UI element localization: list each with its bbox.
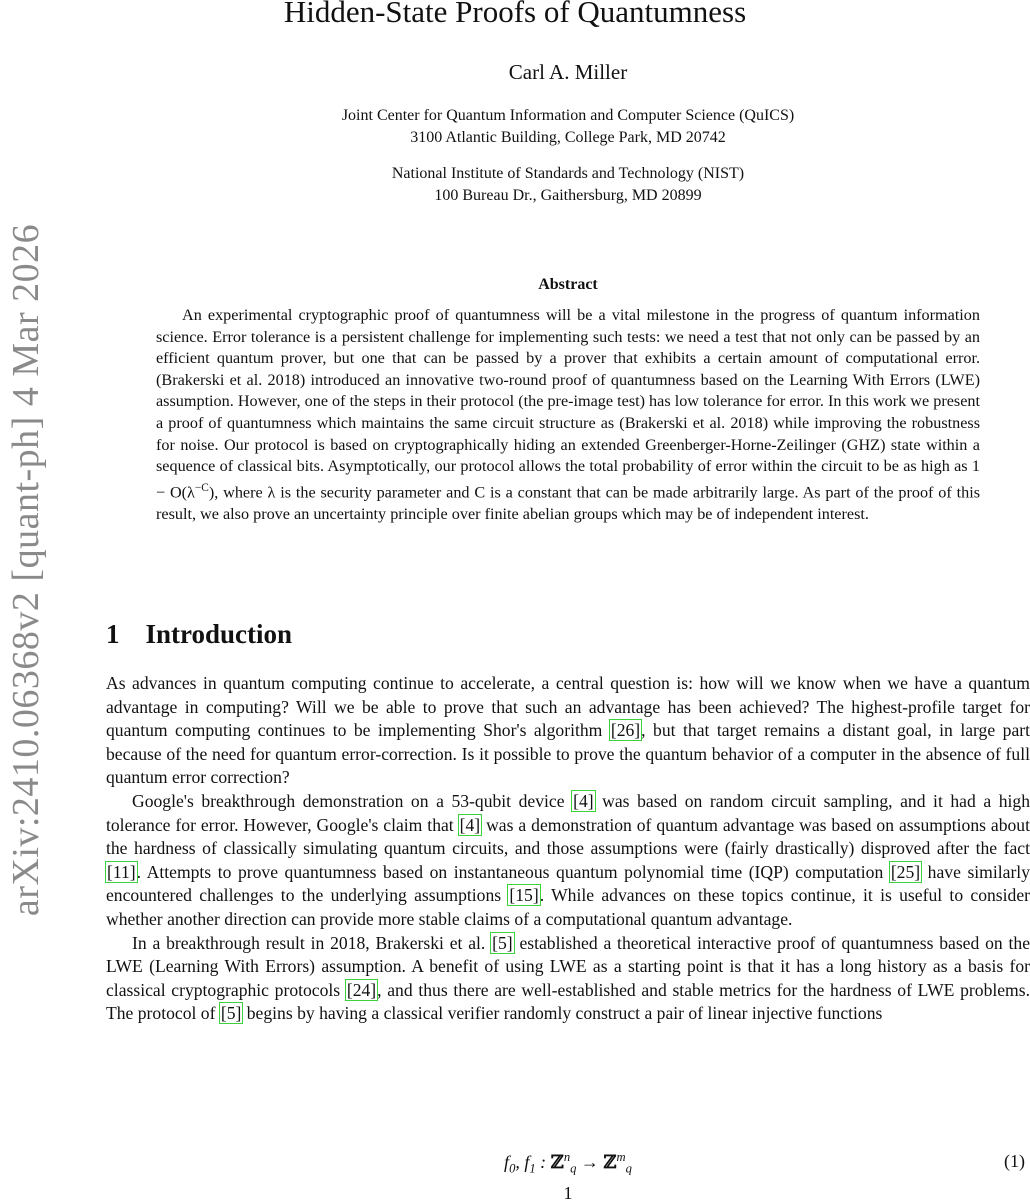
citation-link[interactable]: [4] xyxy=(459,814,481,835)
paragraph: Google's breakthrough demonstration on a 53-qubit device [4] was based on random circuit sampling, and it had a high tolerance for error. However, Google's claim that [4] was a demonstration of quantum advantage was based on assumptions about the hardness of classically simulating quantum circuits, and those assumptions were (fairly drastically) disproved after the fact [11]. Attempts to prove quantumness based on instantaneous quantum polynomial time (IQP) computation [25] have similarly encountered challenges to the underlying assumptions [15]. While advances on these topics continue, it is useful to consider whether another direction can provide more stable claims of a computational quantum advantage. xyxy=(106,790,1030,929)
section-heading xyxy=(106,619,292,650)
abstract-heading: Abstract xyxy=(538,276,598,293)
citation-link[interactable]: [4] xyxy=(573,790,594,811)
section-title: Introduction xyxy=(145,619,293,649)
arxiv-stamp-text: arXiv:2410.06368v2 [quant-ph] 4 Mar 2026 xyxy=(5,223,47,917)
abstract-text: An experimental cryptographic proof of quantumness will be a vital milestone in the progress of quantum information science. Error tolerance is a persistent challenge for implementing such tests: we need a test that not only can be passed by an efficient quantum prover, but one that can be passed by a prover that exhibits a certain amount of computational error. (Brakerski et al. 2018) introduced an innovative two-round proof of quantumness based on the Learning With Errors (LWE) assumption. However, one of the steps in their protocol (the pre-image test) has low tolerance for error. In this work we present a proof of quantumness which maintains the same circuit structure as (Brakerski et al. 2018) while improving the robustness for noise. Our protocol is based on cryptographically hiding an extended Greenberger-Horne-Zeilinger (GHZ) state within a sequence of classical bits. Asymptotically, our protocol allows the total probability of error within the circuit to be as high as $1 - O(\lambda^{-C})$, where λ is the security parameter and C is a constant that can be made arbitrarily large. As part of the proof of this result, we also prove an uncertainty principle over finite abelian groups which may be of independent interest. xyxy=(156,306,980,523)
citation-link[interactable]: [25] xyxy=(890,861,921,882)
affiliation-quics xyxy=(0,105,1030,149)
section-number: 1 xyxy=(106,619,120,649)
paragraph: In a breakthrough result in 2018, Brakerski et al. [5] established a theoretical interactive proof of quantumness based on the LWE (Learning With Errors) assumption. A benefit of using LWE as a starting point is that it has a long history as a basis for classical cryptographic protocols [24], and thus there are well-established and stable metrics for the hardness of LWE problems. The protocol of [5] begins by having a classical verifier randomly construct a pair of linear injective functions xyxy=(106,932,1030,1024)
citation-link[interactable]: [15] xyxy=(509,885,539,906)
citation-link[interactable]: [24] xyxy=(346,979,377,1000)
equation: $f_0$, $f_1$ : ℤ$^n_q$ → ℤ$^m_q$ xyxy=(504,1150,632,1176)
page-number: 1 xyxy=(563,1183,573,1203)
introduction-body xyxy=(106,672,1030,1026)
paragraph: As advances in quantum computing continue to accelerate, a central question is: how will we know when we have a quantum advantage in computing? Will we be able to prove that such an advantage has been achieved? The highest-profile target for quantum computing continues to be implementing Shor's algorithm [26], but that target remains a distant goal, in large part because of the need for quantum error-correction. Is it possible to prove the quantum behavior of a computer in the absence of full quantum error correction? xyxy=(106,673,1030,788)
citation-link[interactable]: [26] xyxy=(610,720,641,741)
citation-link[interactable]: [5] xyxy=(492,932,513,953)
affiliation-line: National Institute of Standards and Technology (NIST) xyxy=(391,165,745,182)
citation-link[interactable]: [11] xyxy=(107,861,136,882)
affiliation-nist xyxy=(0,163,1030,207)
affiliation-line: 100 Bureau Dr., Gaithersburg, MD 20899 xyxy=(434,187,702,204)
affiliation-line: 3100 Atlantic Building, College Park, MD 20742 xyxy=(410,129,726,146)
affiliation-line: Joint Center for Quantum Information and Computer Science (QuICS) xyxy=(341,107,795,124)
equation-number: (1) xyxy=(1004,1151,1025,1171)
author-name: Carl A. Miller xyxy=(508,60,628,84)
paper-title: Hidden-State Proofs of Quantumness xyxy=(283,0,747,29)
citation-link[interactable]: [5] xyxy=(220,1003,242,1024)
